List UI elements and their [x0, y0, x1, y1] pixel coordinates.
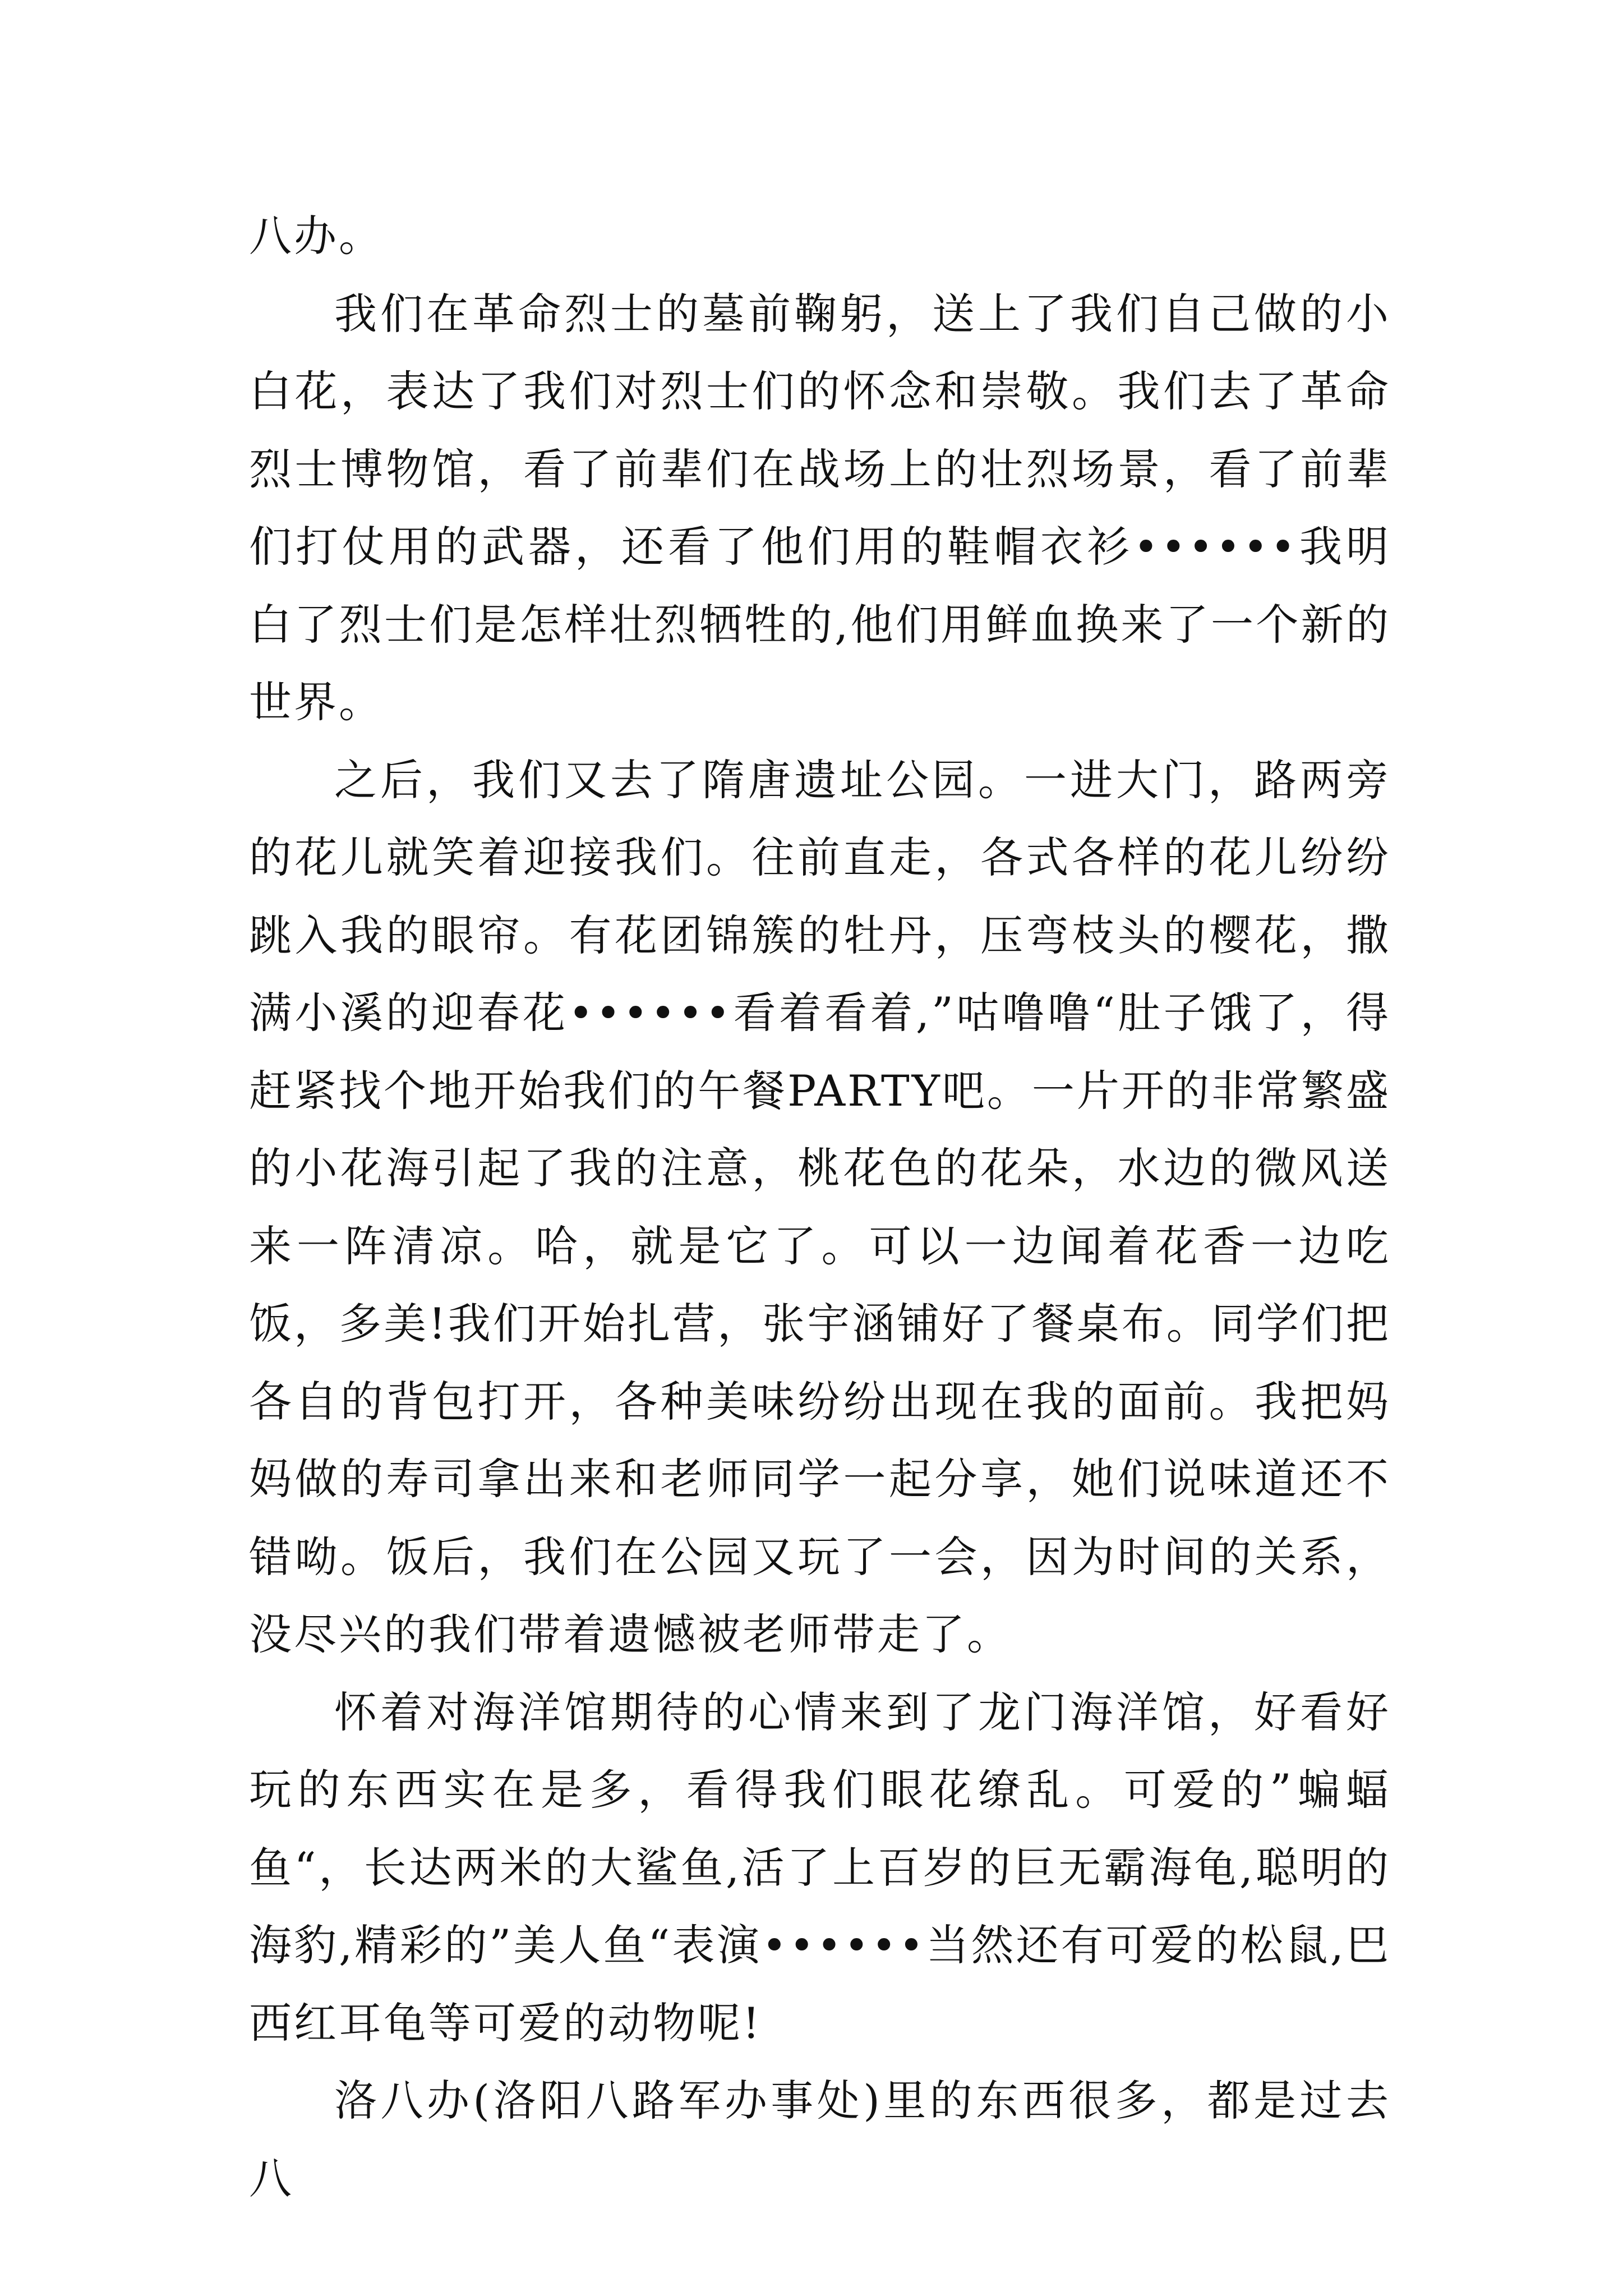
paragraph-aquarium: 怀着对海洋馆期待的心情来到了龙门海洋馆，好看好玩的东西实在是多，看得我们眼花缭乱。可爱的”蝙蝠鱼“，长达两米的大鲨鱼,活了上百岁的巨无霸海龟,聪明的海豹,精彩的”美人鱼“表演••••••当然还有可爱的松鼠,巴西红耳龟等可爱的动物呢!	[249, 1687, 1391, 2048]
paragraph-sui-tang-park: 之后，我们又去了隋唐遗址公园。一进大门，路两旁的花儿就笑着迎接我们。往前直走，各式各样的花儿纷纷跳入我的眼帘。有花团锦簇的牡丹，压弯枝头的樱花，撒满小溪的迎春花••••••看着看着,”咕噜噜“肚子饿了，得赶紧找个地开始我们的午餐PARTY吧。一片开的非常繁盛的小花海引起了我的注意，桃花色的花朵，水边的微风送来一阵清凉。哈，就是它了。可以一边闻着花香一边吃饭，多美!我们开始扎营，张宇涵铺好了餐桌布。同学们把各自的背包打开，各种美味纷纷出现在我的面前。我把妈妈做的寿司拿出来和老师同学一起分享，她们说味道还不错呦。饭后，我们在公园又玩了一会，因为时间的关系，没尽兴的我们带着遗憾被老师带走了。	[249, 754, 1391, 1659]
body-text	[249, 197, 1391, 2217]
paragraph-luoyang-office: 洛八办(洛阳八路军办事处)里的东西很多，都是过去八	[249, 2076, 1391, 2203]
paragraph-martyrs-cemetery: 我们在革命烈士的墓前鞠躬，送上了我们自己做的小白花，表达了我们对烈士们的怀念和崇敬。我们去了革命烈士博物馆，看了前辈们在战场上的壮烈场景，看了前辈们打仗用的武器，还看了他们用的鞋帽衣衫••••••我明白了烈士们是怎样壮烈牺牲的,他们用鲜血换来了一个新的世界。	[249, 288, 1391, 727]
paragraph-continuation: 八办。	[249, 211, 384, 261]
